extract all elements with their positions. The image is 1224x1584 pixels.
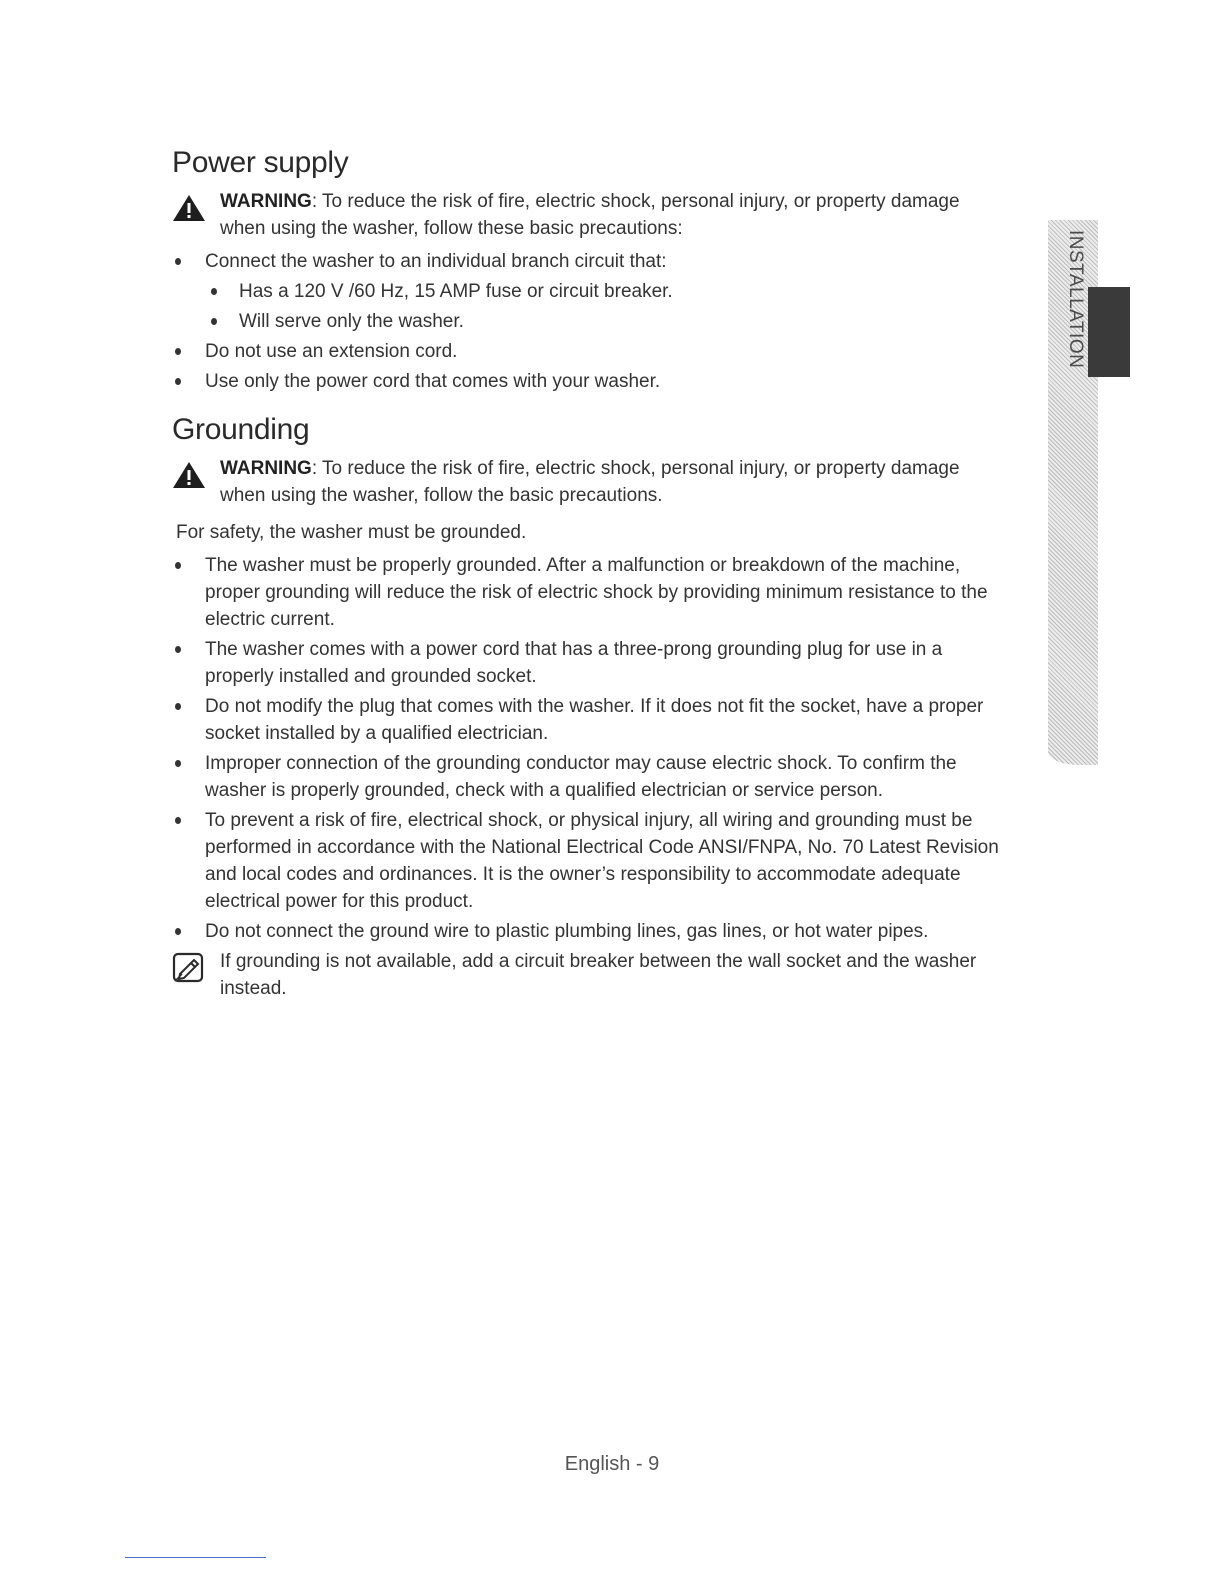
list-item: Improper connection of the grounding conductor may cause electric shock. To confirm the washer is properly grounded, check with a qualified electrician or service person. <box>172 750 1002 804</box>
grounding-intro: For safety, the washer must be grounded. <box>176 522 527 543</box>
warning-text: : To reduce the risk of fire, electric shock, personal injury, or property damage when using the washer, follow the basic precautions. <box>220 458 960 506</box>
note-text: If grounding is not available, add a circuit breaker between the wall socket and the washer instead. <box>220 951 977 999</box>
side-tab-active-marker <box>1088 287 1130 377</box>
page-content <box>172 144 1002 1002</box>
warning-text: : To reduce the risk of fire, electric shock, personal injury, or property damage when using the washer, follow these basic precautions: <box>220 191 960 239</box>
power-supply-heading: Power supply <box>172 146 349 179</box>
list-item: Do not use an extension cord. <box>172 338 1002 365</box>
power-supply-section <box>172 144 1002 395</box>
sub-list-item: Has a 120 V /60 Hz, 15 AMP fuse or circuit breaker. <box>205 278 1002 305</box>
list-item: To prevent a risk of fire, electrical shock, or physical injury, all wiring and grounding must be performed in accordance with the National Electrical Code ANSI/FNPA, No. 70 Latest Revision and local codes and ordinances. It is the owner’s responsibility to accommodate adequate electrical power for this product. <box>172 807 1002 915</box>
page-number: English - 9 <box>564 1453 660 1475</box>
list-item: The washer must be properly grounded. After a malfunction or breakdown of the machine, proper grounding will reduce the risk of electric shock by providing minimum resistance to the electric current. <box>172 552 1002 633</box>
list-item-text: Connect the washer to an individual branch circuit that: <box>205 251 667 272</box>
grounding-note <box>172 948 1002 1002</box>
warning-label: WARNING <box>220 191 312 212</box>
sub-list <box>205 278 1002 335</box>
note-pencil-icon <box>172 952 206 984</box>
grounding-list <box>172 552 1002 945</box>
warning-label: WARNING <box>220 458 312 479</box>
footer-rule <box>125 1557 266 1558</box>
sub-list-item: Will serve only the washer. <box>205 308 1002 335</box>
grounding-section <box>172 411 1002 1002</box>
warning-triangle-icon <box>172 194 206 222</box>
power-supply-warning <box>172 188 1002 242</box>
side-tab-label: INSTALLATION <box>1065 230 1086 369</box>
list-item: The washer comes with a power cord that has a three-prong grounding plug for use in a properly installed and grounded socket. <box>172 636 1002 690</box>
grounding-warning <box>172 455 1002 509</box>
chapter-side-tab <box>1048 220 1098 765</box>
list-item <box>172 248 1002 335</box>
warning-triangle-icon <box>172 461 206 489</box>
list-item: Use only the power cord that comes with your washer. <box>172 368 1002 395</box>
grounding-heading: Grounding <box>172 413 310 446</box>
list-item: Do not modify the plug that comes with the washer. If it does not fit the socket, have a proper socket installed by a qualified electrician. <box>172 693 1002 747</box>
power-supply-list <box>172 248 1002 395</box>
list-item: Do not connect the ground wire to plastic plumbing lines, gas lines, or hot water pipes. <box>172 918 1002 945</box>
